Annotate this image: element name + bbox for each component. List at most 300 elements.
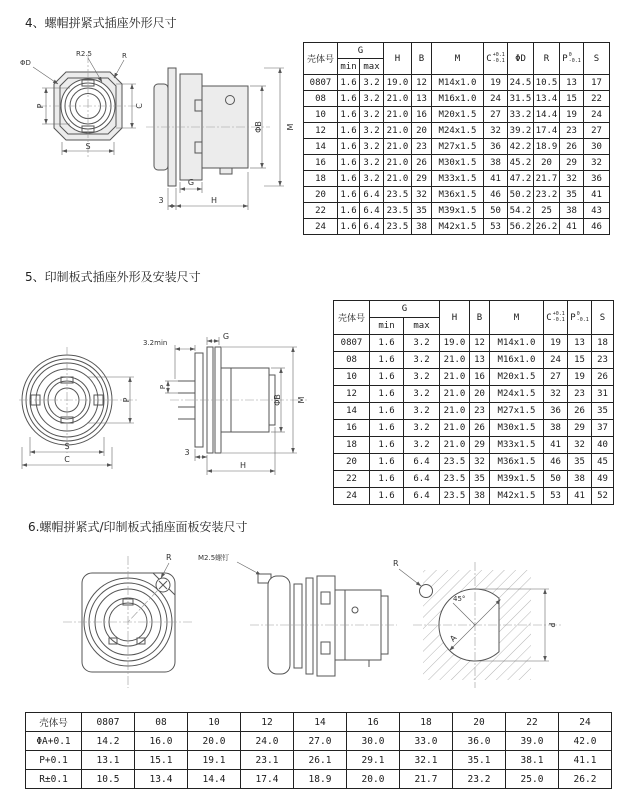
cell: 1.6: [338, 139, 360, 155]
dim-label-c: C: [64, 455, 70, 464]
cell: 13: [560, 75, 584, 91]
cell: 20: [304, 187, 338, 203]
cell: 21.0: [440, 352, 470, 369]
cell: 14.2: [82, 732, 135, 751]
cell: 21.0: [384, 91, 412, 107]
cell: 32: [544, 386, 568, 403]
cell: 19: [560, 107, 584, 123]
cell: 19.1: [188, 751, 241, 770]
cell: 1.6: [338, 171, 360, 187]
cell: 38: [470, 488, 490, 505]
dim-label-h: H: [210, 196, 218, 205]
col-header-b: B: [412, 43, 432, 75]
cell: 21.0: [384, 139, 412, 155]
cell: 20: [412, 123, 432, 139]
table-row: [334, 369, 614, 386]
cell: 50.2: [508, 187, 534, 203]
cell: 23.5: [440, 488, 470, 505]
col-header-shell: 壳体号: [334, 301, 370, 335]
cell: 12: [241, 713, 294, 732]
cell: 6.4: [360, 187, 384, 203]
side-view: [143, 332, 307, 475]
cell: 50: [484, 203, 508, 219]
cell: 22: [304, 203, 338, 219]
cell: 23.5: [384, 187, 412, 203]
cell: 1.6: [370, 454, 404, 471]
cell: 3.2: [404, 369, 440, 386]
table-row: [304, 171, 610, 187]
cell: 1.6: [338, 155, 360, 171]
cell: 1.6: [338, 107, 360, 123]
cell: 35: [592, 403, 614, 420]
cell: 36: [544, 403, 568, 420]
table-row: [334, 454, 614, 471]
cell: 24: [584, 107, 610, 123]
cell: 1.6: [370, 437, 404, 454]
cell: 1.6: [338, 123, 360, 139]
cell: 21.7: [400, 770, 453, 789]
cell: 35: [560, 187, 584, 203]
col-header-gmin: min: [338, 59, 360, 75]
table-panel-mount-dimensions: [25, 712, 612, 789]
col-header-s: S: [592, 301, 614, 335]
cell: M36x1.5: [432, 187, 484, 203]
cell: 30: [584, 139, 610, 155]
table-row: [334, 471, 614, 488]
table-row: [26, 751, 612, 770]
cell: 3.2: [360, 171, 384, 187]
cell: 35: [568, 454, 592, 471]
col-header-shell: 壳体号: [304, 43, 338, 75]
cell: 52: [592, 488, 614, 505]
cell: 45: [592, 454, 614, 471]
table-row: [304, 187, 610, 203]
cell: 23.2: [534, 187, 560, 203]
cell: 31: [592, 386, 614, 403]
cell: 13: [412, 91, 432, 107]
cell: 3.2: [360, 139, 384, 155]
dim-label-c: C: [135, 103, 144, 109]
cell: 1.6: [370, 471, 404, 488]
cell: 1.6: [370, 403, 404, 420]
cell: 43: [584, 203, 610, 219]
cell: 26: [470, 420, 490, 437]
cell: 1.6: [370, 352, 404, 369]
cell: 19: [568, 369, 592, 386]
cell: ΦA+0.1: [26, 732, 82, 751]
cell: 29: [470, 437, 490, 454]
cell: 38: [560, 203, 584, 219]
cell: 41: [568, 488, 592, 505]
cell: 16: [412, 107, 432, 123]
cell: 46: [584, 219, 610, 235]
cell: 10: [188, 713, 241, 732]
cell: 27.0: [294, 732, 347, 751]
cell: 6.4: [360, 203, 384, 219]
cell: 26: [592, 369, 614, 386]
dim-label-g: G: [187, 178, 195, 187]
cell: M30x1.5: [432, 155, 484, 171]
cell: 17: [584, 75, 610, 91]
section4-title: 4、螺帽拼紧式插座外形尺寸: [25, 16, 177, 30]
cell: 26: [560, 139, 584, 155]
cell: 24: [334, 488, 370, 505]
cell: 3.2: [404, 386, 440, 403]
cell: 25.0: [506, 770, 559, 789]
cell: 26: [568, 403, 592, 420]
dim-label-m: M: [297, 396, 306, 404]
col-header-r: R: [534, 43, 560, 75]
cell: M16x1.0: [490, 352, 544, 369]
dim-label-s: S: [64, 442, 70, 451]
cell: 41: [544, 437, 568, 454]
cell: M20x1.5: [432, 107, 484, 123]
cell: 47.2: [508, 171, 534, 187]
cell: 14: [304, 139, 338, 155]
panel-front-view: [63, 553, 193, 688]
cell: 12: [470, 335, 490, 352]
table-row: [26, 732, 612, 751]
cell: M39x1.5: [432, 203, 484, 219]
cell: 08: [304, 91, 338, 107]
panel-side-view: [198, 553, 397, 676]
cell: 32.1: [400, 751, 453, 770]
cell: 18: [592, 335, 614, 352]
cell: 20.0: [188, 732, 241, 751]
cell: 21.0: [440, 369, 470, 386]
cell: 46: [544, 454, 568, 471]
cell: M42x1.5: [432, 219, 484, 235]
cell: 3.2: [360, 107, 384, 123]
cell: 1.6: [370, 369, 404, 386]
table-row: [304, 123, 610, 139]
cell: 37: [592, 420, 614, 437]
table-row: [334, 386, 614, 403]
col-header-h: H: [384, 43, 412, 75]
cell: 16: [470, 369, 490, 386]
cell: 21.0: [440, 386, 470, 403]
cell: 25: [534, 203, 560, 219]
col-header-h: H: [440, 301, 470, 335]
cell: 21.0: [384, 171, 412, 187]
cell: 50: [544, 471, 568, 488]
cell: 17.4: [534, 123, 560, 139]
cell: 1.6: [370, 420, 404, 437]
cell: 0807: [304, 75, 338, 91]
cell: 3.2: [360, 155, 384, 171]
cell: 29: [560, 155, 584, 171]
cell: 17.4: [241, 770, 294, 789]
cell: 24: [559, 713, 612, 732]
cell: 21.0: [440, 403, 470, 420]
col-header-m: M: [490, 301, 544, 335]
panel-cutout-view: [393, 559, 561, 688]
cell: 16.0: [135, 732, 188, 751]
leader-label-screw: M2.5螺钉: [198, 554, 230, 562]
cell: 36: [484, 139, 508, 155]
cell: 0807: [334, 335, 370, 352]
cell: 10: [304, 107, 338, 123]
cell: 53: [484, 219, 508, 235]
front-view: [20, 50, 144, 158]
cell: 08: [334, 352, 370, 369]
cell: 23.1: [241, 751, 294, 770]
col-header-p: P 0 -0.1: [560, 43, 584, 75]
cell: 16: [334, 420, 370, 437]
cell: 23.5: [384, 219, 412, 235]
cell: 1.6: [338, 75, 360, 91]
angle-label: 45°: [453, 595, 466, 603]
col-header-c: C +0.1 -0.1: [484, 43, 508, 75]
side-view: [146, 68, 295, 210]
cell: 3.2: [404, 420, 440, 437]
table-row: [26, 713, 612, 732]
col-header-g: G: [338, 43, 384, 59]
cell: 42.2: [508, 139, 534, 155]
cell: 6.4: [360, 219, 384, 235]
cell: 壳体号: [26, 713, 82, 732]
table-row: [26, 770, 612, 789]
cell: 39.0: [506, 732, 559, 751]
cell: M33x1.5: [490, 437, 544, 454]
cell: 24: [544, 352, 568, 369]
cell: 49: [592, 471, 614, 488]
cell: 6.4: [404, 471, 440, 488]
cell: 36: [584, 171, 610, 187]
cell: 39.2: [508, 123, 534, 139]
cell: M14x1.0: [432, 75, 484, 91]
cell: 23: [560, 123, 584, 139]
leader-label-phid: ΦD: [20, 59, 31, 67]
cell: M24x1.5: [432, 123, 484, 139]
table-row: [304, 75, 610, 91]
cell: 35: [470, 471, 490, 488]
section5-title: 5、印制板式插座外形及安装尺寸: [25, 270, 201, 284]
cell: M30x1.5: [490, 420, 544, 437]
cell: 3.2: [404, 335, 440, 352]
cell: 23.2: [453, 770, 506, 789]
cell: 23.5: [440, 454, 470, 471]
cell: 3.2: [404, 352, 440, 369]
cell: M27x1.5: [490, 403, 544, 420]
col-header-gmax: max: [360, 59, 384, 75]
cell: 21.0: [440, 437, 470, 454]
cell: 29: [568, 420, 592, 437]
table-row: [334, 352, 614, 369]
table-row: [304, 219, 610, 235]
table-row: [334, 335, 614, 352]
drawing-nut-socket: [18, 38, 303, 243]
cell: 22: [506, 713, 559, 732]
cell: 14.4: [188, 770, 241, 789]
cell: 40: [592, 437, 614, 454]
cell: 21.0: [384, 107, 412, 123]
cell: 22: [584, 91, 610, 107]
dim-label-phib: ΦB: [273, 394, 282, 406]
table-row: [304, 107, 610, 123]
cell: 27: [584, 123, 610, 139]
dim-label-phib: ΦB: [254, 121, 263, 133]
cell: 27: [484, 107, 508, 123]
dim-label-p-side: P: [159, 384, 167, 390]
col-header-b: B: [470, 301, 490, 335]
dim-label-s: S: [85, 142, 91, 151]
cell: 1.6: [338, 203, 360, 219]
dim-label-m: M: [286, 123, 295, 131]
cell: 24: [484, 91, 508, 107]
dim-label-p: P: [36, 103, 45, 109]
cell: 53: [544, 488, 568, 505]
cell: 19.0: [440, 335, 470, 352]
cell: 23.5: [440, 471, 470, 488]
cell: 0807: [82, 713, 135, 732]
cell: 15: [560, 91, 584, 107]
cell: 16: [347, 713, 400, 732]
cell: P+0.1: [26, 751, 82, 770]
cell: 21.0: [384, 123, 412, 139]
cell: 3.2: [360, 123, 384, 139]
col-header-c: C +0.1 -0.1: [544, 301, 568, 335]
cell: 24: [304, 219, 338, 235]
table-row: [334, 437, 614, 454]
cell: 32: [584, 155, 610, 171]
cell: 1.6: [370, 488, 404, 505]
dim-label-h: H: [239, 461, 247, 470]
cell: 23: [568, 386, 592, 403]
cell: 29.1: [347, 751, 400, 770]
col-header-m: M: [432, 43, 484, 75]
cell: 35.1: [453, 751, 506, 770]
cell: M33x1.5: [432, 171, 484, 187]
drawing-panel-mount: [25, 540, 605, 705]
cell: 13.1: [82, 751, 135, 770]
cell: 14: [334, 403, 370, 420]
cell: 23: [412, 139, 432, 155]
cell: 12: [412, 75, 432, 91]
cell: R±0.1: [26, 770, 82, 789]
cell: 1.6: [370, 335, 404, 352]
cell: M20x1.5: [490, 369, 544, 386]
cell: 23.5: [384, 203, 412, 219]
cell: M14x1.0: [490, 335, 544, 352]
cell: 3.2: [404, 437, 440, 454]
cell: 10: [334, 369, 370, 386]
cell: 23: [592, 352, 614, 369]
cell: 1.6: [338, 187, 360, 203]
cell: 13.4: [135, 770, 188, 789]
cell: 18: [334, 437, 370, 454]
cell: 18.9: [294, 770, 347, 789]
cell: 3.2: [360, 91, 384, 107]
cell: 1.6: [338, 91, 360, 107]
cell: 21.0: [440, 420, 470, 437]
front-view: [19, 347, 137, 469]
cell: 24.0: [241, 732, 294, 751]
cell: 33.0: [400, 732, 453, 751]
cell: M27x1.5: [432, 139, 484, 155]
cell: 15: [568, 352, 592, 369]
col-header-p: P 0 -0.1: [568, 301, 592, 335]
dim-label-a: A: [448, 633, 459, 644]
cell: 08: [135, 713, 188, 732]
col-header-gmin: min: [370, 318, 404, 335]
cell: 27: [544, 369, 568, 386]
cell: 20: [470, 386, 490, 403]
cell: 32: [412, 187, 432, 203]
cell: M16x1.0: [432, 91, 484, 107]
cell: 13.4: [534, 91, 560, 107]
cell: 46: [484, 187, 508, 203]
cell: 21.7: [534, 171, 560, 187]
cell: 18: [304, 171, 338, 187]
cell: 26.1: [294, 751, 347, 770]
cell: 32: [568, 437, 592, 454]
col-header-gmax: max: [404, 318, 440, 335]
cell: 38: [568, 471, 592, 488]
leader-label-r: R: [166, 553, 172, 562]
cell: M24x1.5: [490, 386, 544, 403]
table-row: [334, 488, 614, 505]
cell: M36x1.5: [490, 454, 544, 471]
cell: 19.0: [384, 75, 412, 91]
cell: 13: [470, 352, 490, 369]
table-row: [334, 403, 614, 420]
cell: 32: [484, 123, 508, 139]
table-row: [334, 420, 614, 437]
cell: 3.2: [404, 403, 440, 420]
cell: M42x1.5: [490, 488, 544, 505]
cell: 1.6: [370, 386, 404, 403]
cell: 35: [412, 203, 432, 219]
table-row: [304, 155, 610, 171]
cell: 23: [470, 403, 490, 420]
cell: 32: [560, 171, 584, 187]
cell: 26: [412, 155, 432, 171]
dim-label-3: 3: [158, 196, 164, 205]
cell: 14.4: [534, 107, 560, 123]
cell: 56.2: [508, 219, 534, 235]
cell: 16: [304, 155, 338, 171]
cell: 33.2: [508, 107, 534, 123]
cell: 12: [334, 386, 370, 403]
cell: 41.1: [559, 751, 612, 770]
cell: 15.1: [135, 751, 188, 770]
col-header-g: G: [370, 301, 440, 318]
dim-label-pcb-min: 3.2min: [143, 339, 168, 347]
cell: 19: [544, 335, 568, 352]
cell: 31.5: [508, 91, 534, 107]
cell: 19: [484, 75, 508, 91]
cell: 20: [334, 454, 370, 471]
table-row: [304, 203, 610, 219]
cell: 18.9: [534, 139, 560, 155]
cell: 21.0: [384, 155, 412, 171]
cell: 14: [294, 713, 347, 732]
cell: 6.4: [404, 454, 440, 471]
cell: 26.2: [559, 770, 612, 789]
dim-label-p: P: [547, 622, 556, 628]
cell: 54.2: [508, 203, 534, 219]
cell: 29: [412, 171, 432, 187]
cell: 38: [544, 420, 568, 437]
cell: 20: [453, 713, 506, 732]
cell: 45.2: [508, 155, 534, 171]
cell: 20: [534, 155, 560, 171]
cell: 18: [400, 713, 453, 732]
cell: 41: [484, 171, 508, 187]
cell: 38.1: [506, 751, 559, 770]
dim-label-p: P: [122, 397, 131, 403]
